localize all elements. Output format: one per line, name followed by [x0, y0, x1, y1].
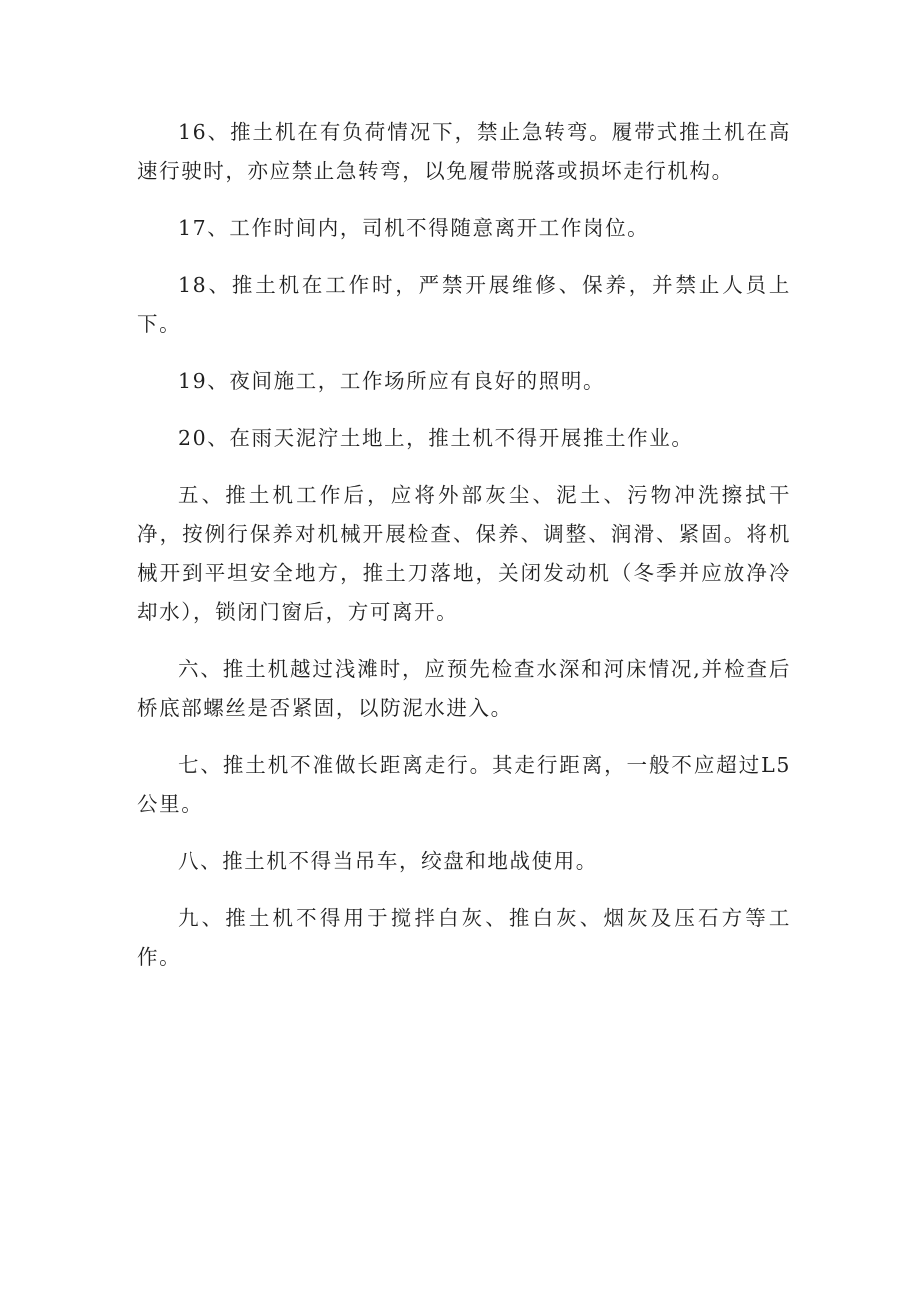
paragraph-17: 17、工作时间内，司机不得随意离开工作岗位。 — [178, 216, 650, 240]
section-seven-paragraph: 七、推土机不准做长距离走行。其走行距离，一般不应超过L5公里。 — [137, 753, 791, 816]
paragraph-18: 18、推土机在工作时，严禁开展维修、保养，并禁止人员上下。 — [137, 273, 791, 336]
document-body — [137, 113, 791, 995]
section-five-paragraph: 五、推土机工作后，应将外部灰尘、泥土、污物冲洗擦拭干净，按例行保养对机械开展检查、保养、调整、润滑、紧固。将机械开到平坦安全地方，推土刀落地，关闭发动机（冬季并应放净冷却水），锁闭门窗后，方可离开。 — [137, 483, 791, 624]
paragraph-19: 19、夜间施工，工作场所应有良好的照明。 — [178, 369, 606, 393]
section-six-paragraph: 六、推土机越过浅滩时，应预先检查水深和河床情况,并检查后桥底部螺丝是否紧固，以防泥水进入。 — [137, 657, 791, 720]
paragraph-20: 20、在雨天泥泞土地上，推土机不得开展推土作业。 — [178, 426, 694, 450]
section-eight-paragraph: 八、推土机不得当吊车，绞盘和地战使用。 — [178, 849, 598, 873]
section-nine-paragraph: 九、推土机不得用于搅拌白灰、推白灰、烟灰及压石方等工作。 — [137, 906, 791, 969]
paragraph-16: 16、推土机在有负荷情况下，禁止急转弯。履带式推土机在高速行驶时，亦应禁止急转弯，以免履带脱落或损坏走行机构。 — [137, 120, 791, 183]
